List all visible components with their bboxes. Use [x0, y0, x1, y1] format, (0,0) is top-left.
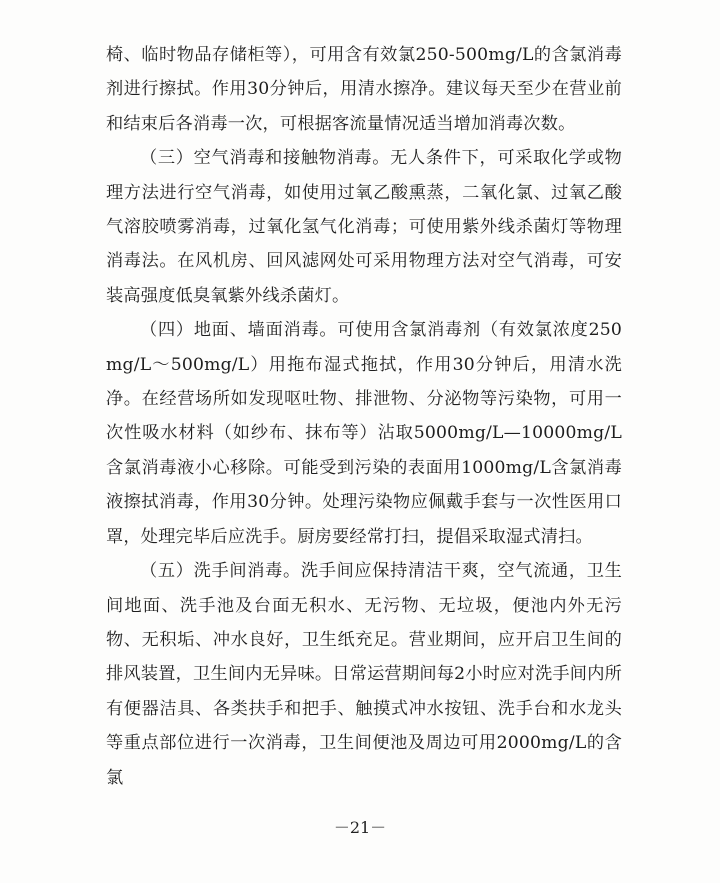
- paragraph-air-disinfection: （三）空气消毒和接触物消毒。无人条件下，可采取化学或物理方法进行空气消毒，如使用过氧乙酸熏蒸，二氧化氯、过氧乙酸气溶胶喷雾消毒，过氧化氢气化消毒；可使用紫外线杀菌灯等物理消毒法。在风机房、回风滤网处可采用物理方法对空气消毒，可安装高强度低臭氧紫外线杀菌灯。: [106, 148, 622, 306]
- body-text: [106, 38, 622, 795]
- paragraph-continuation: 椅、临时物品存储柜等），可用含有效氯250-500mg/L的含氯消毒剂进行擦拭。作用30分钟后，用清水擦净。建议每天至少在营业前和结束后各消毒一次，可根据客流量情况适当增加消毒次数。: [106, 45, 622, 134]
- paragraph-floor-wall-disinfection: （四）地面、墙面消毒。可使用含氯消毒剂（有效氯浓度250mg/L～500mg/L）用拖布湿式拖拭，作用30分钟后，用清水洗净。在经营场所如发现呕吐物、排泄物、分泌物等污染物，可用一次性吸水材料（如纱布、抹布等）沾取5000mg/L—10000mg/L含氯消毒液小心移除。可能受到污染的表面用1000mg/L含氯消毒液擦拭消毒，作用30分钟。处理污染物应佩戴手套与一次性医用口罩，处理完毕后应洗手。厨房要经常打扫，提倡采取湿式清扫。: [106, 320, 622, 547]
- page-number: －21－: [333, 818, 387, 837]
- paragraph-restroom-disinfection: （五）洗手间消毒。洗手间应保持清洁干爽，空气流通，卫生间地面、洗手池及台面无积水、无污物、无垃圾，便池内外无污物、无积垢、冲水良好，卫生纸充足。营业期间，应开启卫生间的排风装置，卫生间内无异味。日常运营期间每2小时应对洗手间内所有便器洁具、各类扶手和把手、触摸式冲水按钮、洗手台和水龙头等重点部位进行一次消毒，卫生间便池及周边可用2000mg/L的含氯: [106, 561, 622, 788]
